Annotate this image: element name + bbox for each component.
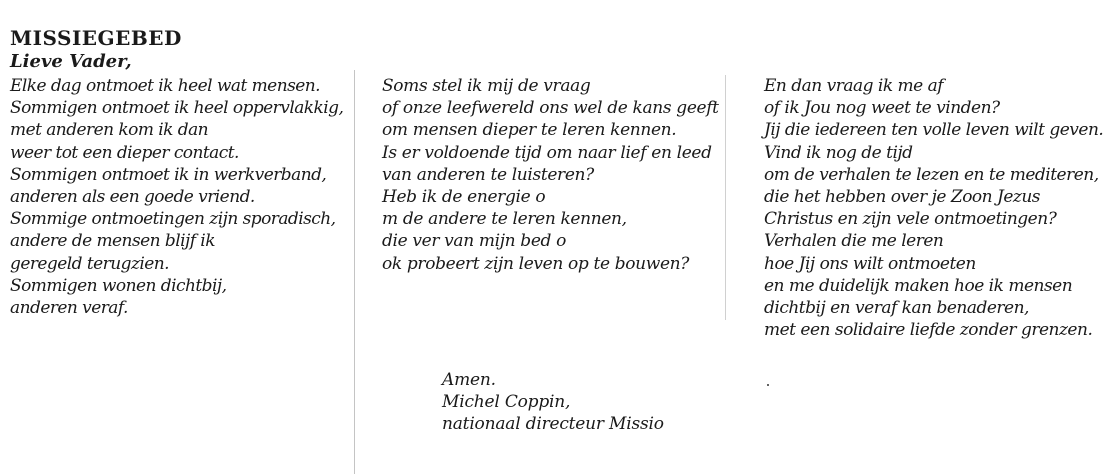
print-speck (767, 384, 769, 386)
author-role: nationaal directeur Missio (442, 414, 664, 435)
verse-line: geregeld terugzien. (10, 253, 170, 274)
verse-line: Sommigen ontmoet ik in werkverband, (10, 164, 327, 185)
verse-line: hoe Jij ons wilt ontmoeten (764, 253, 976, 274)
verse-line: Soms stel ik mij de vraag (382, 76, 591, 96)
verse-line: met anderen kom ik dan (10, 120, 209, 141)
verse-line: met een solidaire liefde zonder grenzen. (764, 320, 1093, 341)
verse-line: Heb ik de energie o (382, 187, 546, 208)
verse-line: om mensen dieper te leren kennen. (382, 120, 677, 141)
verse-line: Vind ik nog de tijd (764, 142, 913, 163)
verse-line: Sommigen wonen dichtbij, (10, 275, 227, 296)
verse-line: Verhalen die me leren (764, 231, 944, 252)
verse-line: dichtbij en veraf kan benaderen, (764, 298, 1029, 319)
verse-line: die ver van mijn bed o (382, 231, 567, 252)
verse-line: anderen als een goede vriend. (10, 187, 255, 208)
verse-line: om de verhalen te lezen en te mediteren, (764, 164, 1099, 185)
prayer-column-1 (10, 75, 343, 319)
salutation: Lieve Vader, (10, 51, 132, 72)
closing-signature (442, 369, 664, 436)
verse-line: Sommigen ontmoet ik heel oppervlakkig, (10, 98, 344, 119)
amen-line: Amen. (442, 370, 496, 390)
verse-line: of ik Jou nog weet te vinden? (764, 98, 1000, 119)
prayer-column-2 (382, 75, 719, 275)
verse-line: weer tot een dieper contact. (10, 142, 239, 163)
verse-line: ok probeert zijn leven op te bouwen? (382, 253, 690, 274)
verse-line: of onze leefwereld ons wel de kans geeft (382, 98, 719, 119)
verse-line: Sommige ontmoetingen zijn sporadisch, (10, 209, 336, 230)
author-name: Michel Coppin, (442, 392, 571, 413)
prayer-column-3 (764, 75, 1103, 341)
verse-line: Elke dag ontmoet ik heel wat mensen. (10, 76, 321, 96)
verse-line: m de andere te leren kennen, (382, 209, 627, 230)
verse-line: En dan vraag ik me af (764, 76, 944, 96)
column-divider (354, 70, 355, 474)
verse-line: andere de mensen blijf ik (10, 231, 215, 252)
page-title: MISSIEGEBED (10, 26, 182, 50)
verse-line: anderen veraf. (10, 298, 128, 319)
verse-line: Is er voldoende tijd om naar lief en leed (382, 142, 712, 163)
verse-line: die het hebben over je Zoon Jezus (764, 187, 1041, 208)
verse-line: Jij die iedereen ten volle leven wilt geven. (764, 120, 1104, 141)
verse-line: Christus en zijn vele ontmoetingen? (764, 209, 1057, 230)
column-divider (725, 75, 726, 320)
verse-line: van anderen te luisteren? (382, 164, 594, 185)
verse-line: en me duidelijk maken hoe ik mensen (764, 275, 1073, 296)
